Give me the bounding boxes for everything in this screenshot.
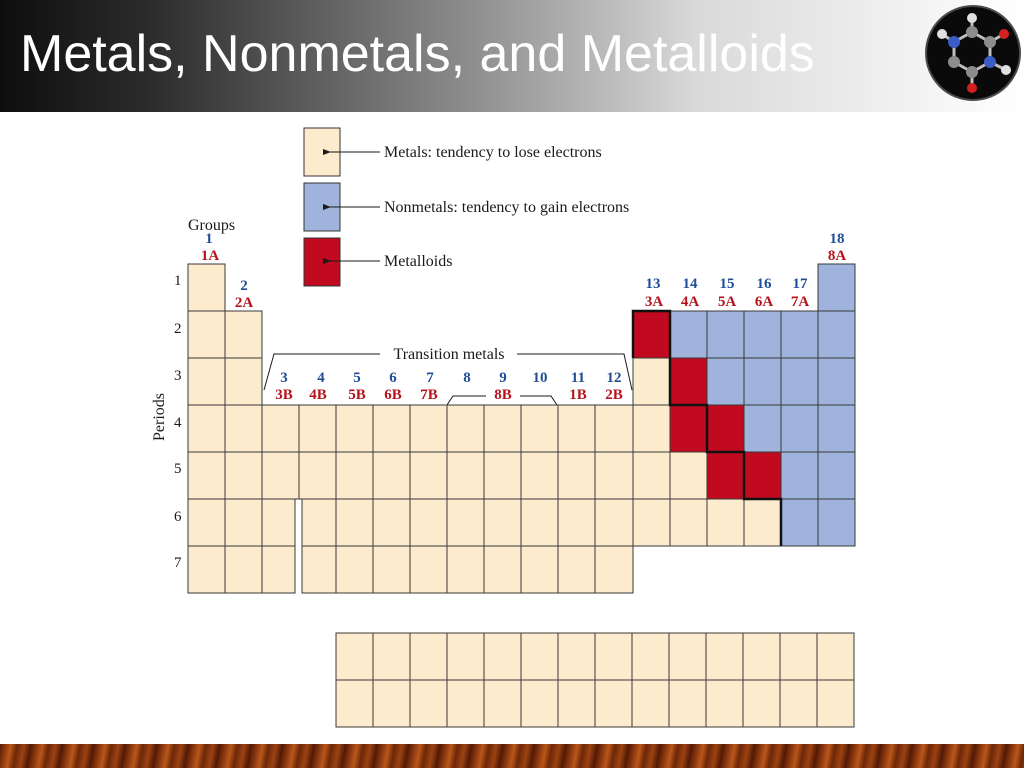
element-cell-metal	[299, 405, 336, 452]
element-cell-metal	[373, 405, 410, 452]
element-cell-metal	[225, 358, 262, 405]
group-label: 8A	[827, 248, 847, 264]
group-number: 3	[280, 370, 288, 386]
element-cell-metal	[558, 452, 595, 499]
element-cell-metal	[521, 546, 558, 593]
group-number: 13	[645, 276, 661, 292]
element-cell-metal	[484, 452, 521, 499]
period-number: 3	[174, 368, 182, 384]
group-number: 2	[240, 278, 248, 294]
element-cell-metalloid	[670, 358, 707, 405]
element-cell-metal	[521, 680, 558, 727]
group-label: 6A	[754, 294, 774, 310]
element-cell-metal	[632, 633, 669, 680]
element-cell-metal	[410, 680, 447, 727]
element-cell-metal	[188, 452, 225, 499]
element-cell-metal	[743, 633, 780, 680]
period-number: 6	[174, 509, 182, 525]
element-cell-metalloid	[707, 452, 744, 499]
element-cell-metal	[780, 680, 817, 727]
element-cell-metal	[633, 499, 670, 546]
element-cell-metal	[262, 452, 299, 499]
element-cell-nonmetal	[707, 311, 744, 358]
period-number: 1	[174, 273, 182, 289]
element-cell-nonmetal	[781, 311, 818, 358]
element-cell-metal	[336, 546, 373, 593]
element-cell-nonmetal	[818, 452, 855, 499]
group-label: 5B	[348, 387, 366, 403]
element-cell-metal	[595, 546, 633, 593]
element-cell-metal	[484, 546, 521, 593]
group-number: 8	[463, 370, 471, 386]
f-block-grid	[336, 633, 854, 727]
element-cell-metal	[336, 680, 373, 727]
element-cell-metal	[447, 405, 484, 452]
element-cell-metal	[225, 452, 262, 499]
element-cell-metal	[373, 633, 410, 680]
element-cell-nonmetal	[744, 311, 781, 358]
element-cell-metal	[744, 499, 781, 546]
legend-item-metalloid	[304, 238, 452, 286]
period-number: 5	[174, 461, 182, 477]
group-number: 11	[570, 370, 586, 386]
element-cell-metal	[447, 546, 484, 593]
period-number: 7	[174, 555, 182, 571]
element-cell-nonmetal	[781, 358, 818, 405]
element-cell-metal	[262, 405, 299, 452]
element-cell-nonmetal	[818, 311, 855, 358]
element-cell-metal	[484, 499, 521, 546]
element-cell-nonmetal	[744, 405, 781, 452]
legend-label-metal: Metals: tendency to lose electrons	[384, 144, 602, 161]
element-cell-metal	[373, 546, 410, 593]
group-label: 1A	[200, 248, 220, 264]
element-cell-metal	[558, 405, 595, 452]
element-cell-metal	[669, 680, 706, 727]
group-label: 7A	[790, 294, 810, 310]
element-cell-metal	[743, 680, 780, 727]
legend-swatch-metalloid	[304, 238, 340, 286]
group-label: 4B	[309, 387, 327, 403]
element-cell-metal	[670, 499, 707, 546]
element-cell-metal	[558, 546, 595, 593]
element-cell-metal	[633, 405, 670, 452]
group-number: 17	[792, 276, 808, 292]
periods-caption: Periods	[151, 393, 168, 441]
element-cell-metal	[670, 452, 707, 499]
element-cell-metal	[225, 546, 262, 593]
element-cell-metalloid	[670, 405, 707, 452]
element-cell-metal	[188, 311, 225, 358]
group-number: 9	[499, 370, 507, 386]
element-cell-metal	[188, 546, 225, 593]
element-cell-metalloid	[744, 452, 781, 499]
element-cell-metal	[373, 499, 410, 546]
element-cell-metal	[336, 499, 373, 546]
group-number: 5	[353, 370, 361, 386]
group-number: 12	[606, 370, 622, 386]
element-cell-metal	[707, 499, 744, 546]
element-cell-metal	[410, 452, 447, 499]
element-cell-metal	[262, 499, 295, 546]
element-cell-nonmetal	[744, 358, 781, 405]
group-label: 3A	[644, 294, 664, 310]
element-cell-metal	[558, 633, 595, 680]
group-label: 4A	[680, 294, 700, 310]
groups-caption: Groups	[188, 217, 236, 234]
element-cell-nonmetal	[781, 452, 818, 499]
element-cell-metal	[521, 499, 558, 546]
legend	[304, 128, 629, 286]
element-cell-metal	[706, 680, 743, 727]
element-cell-nonmetal	[818, 264, 855, 311]
element-cell-metal	[447, 680, 484, 727]
element-cell-metal	[633, 358, 670, 405]
element-cell-metal	[817, 633, 854, 680]
element-cell-nonmetal	[670, 311, 707, 358]
element-cell-nonmetal	[781, 499, 818, 546]
element-cell-metal	[447, 499, 484, 546]
element-cell-metal	[302, 546, 336, 593]
element-cell-metal	[595, 499, 633, 546]
group-number: 16	[756, 276, 772, 292]
element-cell-metal	[225, 311, 262, 358]
element-cell-metal	[447, 633, 484, 680]
legend-item-nonmetal	[304, 183, 629, 231]
element-cell-metal	[484, 405, 521, 452]
element-cell-metal	[521, 405, 558, 452]
group-number: 4	[317, 370, 325, 386]
group-label: 7B	[420, 387, 438, 403]
legend-label-metalloid: Metalloids	[384, 253, 453, 270]
element-cell-metal	[521, 452, 558, 499]
group-number: 7	[426, 370, 434, 386]
element-cell-nonmetal	[818, 499, 855, 546]
element-cell-nonmetal	[781, 405, 818, 452]
element-cell-metal	[410, 546, 447, 593]
group-number: 15	[719, 276, 735, 292]
group-label: 2B	[605, 387, 623, 403]
element-cell-nonmetal	[818, 358, 855, 405]
element-cell-metal	[188, 499, 225, 546]
element-cell-metal	[188, 405, 225, 452]
element-cell-nonmetal	[707, 358, 744, 405]
group-label: 1B	[569, 387, 587, 403]
element-cell-metal	[484, 633, 521, 680]
group-number: 6	[389, 370, 397, 386]
group-8b-label: 8B	[494, 387, 512, 403]
slide-title: Metals, Nonmetals, and Metalloids	[20, 25, 815, 83]
group-number: 1	[205, 231, 213, 247]
legend-item-metal	[304, 128, 602, 176]
element-cell-metal	[336, 633, 373, 680]
element-cell-metal	[225, 405, 262, 452]
element-cell-metal	[817, 680, 854, 727]
element-cell-metal	[595, 452, 633, 499]
element-cell-metal	[484, 680, 521, 727]
element-cell-metal	[188, 264, 225, 311]
element-cell-metal	[558, 680, 595, 727]
element-cell-metalloid	[707, 405, 744, 452]
element-cell-metal	[521, 633, 558, 680]
element-cell-nonmetal	[818, 405, 855, 452]
element-cell-metal	[706, 633, 743, 680]
element-cell-metal	[373, 452, 410, 499]
group-label: 2A	[234, 295, 254, 311]
group-number: 18	[829, 231, 845, 247]
footer-wood-strip	[0, 744, 1024, 768]
element-cell-metal	[595, 680, 632, 727]
element-cell-metal	[595, 633, 632, 680]
group-label: 5A	[717, 294, 737, 310]
group-label: 6B	[384, 387, 402, 403]
element-cell-metal	[780, 633, 817, 680]
group-label: 3B	[275, 387, 293, 403]
element-cell-metal	[336, 452, 373, 499]
element-cell-metal	[225, 499, 262, 546]
element-cell-metalloid	[633, 311, 670, 358]
element-cell-metal	[633, 452, 670, 499]
period-number: 4	[174, 415, 182, 431]
element-cell-metal	[558, 499, 595, 546]
element-cell-metal	[669, 633, 706, 680]
element-cell-metal	[632, 680, 669, 727]
element-cell-metal	[410, 405, 447, 452]
element-cell-metal	[595, 405, 633, 452]
element-cell-metal	[262, 546, 295, 593]
period-numbers	[174, 273, 182, 571]
main-table-grid	[188, 264, 855, 593]
element-cell-metal	[410, 499, 447, 546]
legend-label-nonmetal: Nonmetals: tendency to gain electrons	[384, 199, 630, 216]
element-cell-metal	[373, 680, 410, 727]
period-number: 2	[174, 321, 182, 337]
transition-metals-label: Transition metals	[393, 346, 505, 363]
element-cell-metal	[410, 633, 447, 680]
element-cell-metal	[188, 358, 225, 405]
element-cell-metal	[299, 452, 336, 499]
element-cell-metal	[336, 405, 373, 452]
group-number: 10	[532, 370, 548, 386]
group-number: 14	[682, 276, 698, 292]
element-cell-metal	[447, 452, 484, 499]
element-cell-metal	[302, 499, 336, 546]
